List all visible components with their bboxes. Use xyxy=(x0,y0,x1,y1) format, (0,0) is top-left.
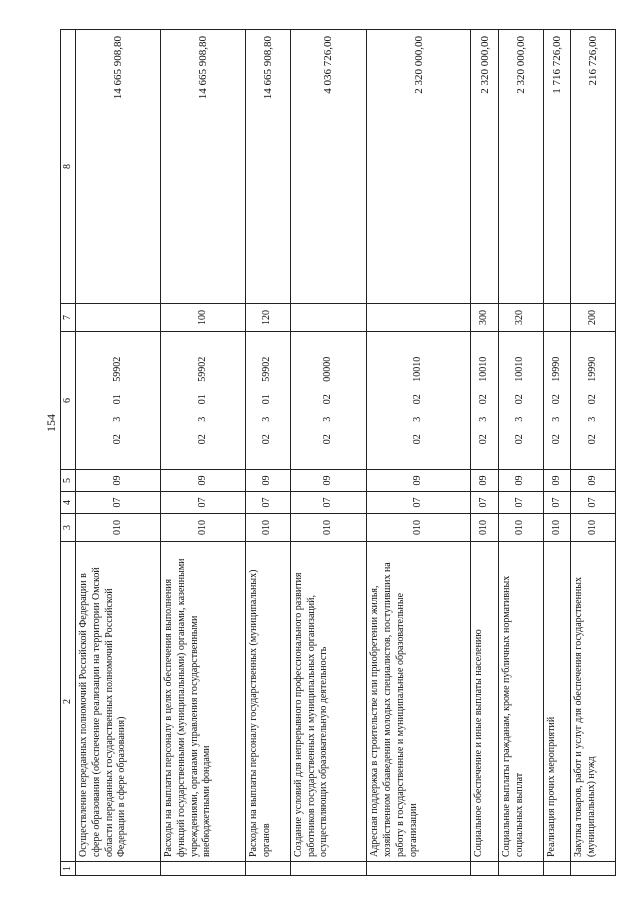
cell-target-code: 02 3 01 59902 xyxy=(76,332,161,470)
cell-num xyxy=(246,862,291,876)
table-row xyxy=(290,30,367,876)
cell-expense-type xyxy=(367,304,471,332)
cell-section: 07 xyxy=(571,492,616,514)
cell-expense-type: 300 xyxy=(471,304,499,332)
header-col-4: 4 xyxy=(61,492,76,514)
header-col-2: 2 xyxy=(61,542,76,862)
cell-amount: 1 716 726,00 xyxy=(543,30,571,304)
cell-admin: 010 xyxy=(543,514,571,542)
cell-amount: 2 320 000,00 xyxy=(367,30,471,304)
cell-subsection: 09 xyxy=(571,470,616,492)
cell-name: Расходы на выплаты персоналу в целях обеспечения выполнения функций государственными (муниципальными) органами, казенными учреждениями, органами управления государственными внебюджетными фондами xyxy=(161,542,246,862)
cell-subsection: 09 xyxy=(76,470,161,492)
cell-amount: 4 036 726,00 xyxy=(290,30,367,304)
cell-expense-type xyxy=(543,304,571,332)
cell-target-code: 02 3 02 00000 xyxy=(290,332,367,470)
cell-subsection: 09 xyxy=(499,470,544,492)
header-col-1: 1 xyxy=(61,862,76,876)
cell-section: 07 xyxy=(543,492,571,514)
cell-subsection: 09 xyxy=(471,470,499,492)
cell-expense-type: 320 xyxy=(499,304,544,332)
cell-section: 07 xyxy=(290,492,367,514)
cell-section: 07 xyxy=(471,492,499,514)
cell-name: Социальное обеспечение и иные выплаты населению xyxy=(471,542,499,862)
cell-amount: 14 665 908,80 xyxy=(76,30,161,304)
cell-target-code: 02 3 02 19990 xyxy=(571,332,616,470)
page-number: 154 xyxy=(44,414,58,432)
cell-num xyxy=(571,862,616,876)
cell-subsection: 09 xyxy=(543,470,571,492)
cell-num xyxy=(76,862,161,876)
cell-amount: 2 320 000,00 xyxy=(471,30,499,304)
cell-expense-type: 200 xyxy=(571,304,616,332)
cell-subsection: 09 xyxy=(246,470,291,492)
cell-expense-type: 100 xyxy=(161,304,246,332)
cell-admin: 010 xyxy=(471,514,499,542)
cell-num xyxy=(161,862,246,876)
cell-admin: 010 xyxy=(367,514,471,542)
header-row xyxy=(61,30,76,876)
cell-name: Закупка товаров, работ и услуг для обеспечения государственных (муниципальных) нужд xyxy=(571,542,616,862)
budget-table xyxy=(60,29,616,876)
table-row xyxy=(543,30,571,876)
cell-admin: 010 xyxy=(246,514,291,542)
table-row xyxy=(161,30,246,876)
cell-num xyxy=(543,862,571,876)
header-col-7: 7 xyxy=(61,304,76,332)
table-row xyxy=(246,30,291,876)
table-row xyxy=(367,30,471,876)
cell-target-code: 02 3 02 19990 xyxy=(543,332,571,470)
cell-name: Создание условий для непрерывного профессионального развития работников государственных и муниципальных организаций, осуществляющих образовательную деятельность xyxy=(290,542,367,862)
cell-target-code: 02 3 01 59902 xyxy=(161,332,246,470)
cell-num xyxy=(471,862,499,876)
cell-subsection: 09 xyxy=(161,470,246,492)
cell-admin: 010 xyxy=(290,514,367,542)
cell-admin: 010 xyxy=(161,514,246,542)
header-col-5: 5 xyxy=(61,470,76,492)
cell-num xyxy=(367,862,471,876)
table-row xyxy=(571,30,616,876)
cell-section: 07 xyxy=(76,492,161,514)
cell-section: 07 xyxy=(499,492,544,514)
cell-name: Осуществление переданных полномочий Российской Федерации в сфере образования (обеспечение реализации на территории Омской области переданных государственных полномочий Российской Федерации в сфере образования) xyxy=(76,542,161,862)
cell-num xyxy=(290,862,367,876)
cell-admin: 010 xyxy=(571,514,616,542)
cell-subsection: 09 xyxy=(290,470,367,492)
table-row xyxy=(76,30,161,876)
cell-subsection: 09 xyxy=(367,470,471,492)
cell-target-code: 02 3 01 59902 xyxy=(246,332,291,470)
table-row xyxy=(499,30,544,876)
cell-name: Социальные выплаты гражданам, кроме публичных нормативных социальных выплат xyxy=(499,542,544,862)
cell-target-code: 02 3 02 10010 xyxy=(367,332,471,470)
rotated-table-container xyxy=(60,30,616,876)
cell-expense-type xyxy=(76,304,161,332)
cell-admin: 010 xyxy=(76,514,161,542)
header-col-6: 6 xyxy=(61,332,76,470)
cell-target-code: 02 3 02 10010 xyxy=(471,332,499,470)
cell-name: Расходы на выплаты персоналу государственных (муниципальных) органов xyxy=(246,542,291,862)
cell-expense-type: 120 xyxy=(246,304,291,332)
cell-expense-type xyxy=(290,304,367,332)
cell-amount: 216 726,00 xyxy=(571,30,616,304)
cell-section: 07 xyxy=(246,492,291,514)
cell-num xyxy=(499,862,544,876)
table-row xyxy=(471,30,499,876)
header-col-3: 3 xyxy=(61,514,76,542)
cell-target-code: 02 3 02 10010 xyxy=(499,332,544,470)
cell-section: 07 xyxy=(161,492,246,514)
cell-name: Адресная поддержка в строительстве или приобретении жилья, хозяйственном обзаведении молодых специалистов, поступивших на работу в государственные и муниципальные образовательные организации xyxy=(367,542,471,862)
cell-section: 07 xyxy=(367,492,471,514)
cell-admin: 010 xyxy=(499,514,544,542)
cell-amount: 2 320 000,00 xyxy=(499,30,544,304)
cell-name: Реализация прочих мероприятий xyxy=(543,542,571,862)
cell-amount: 14 665 908,80 xyxy=(161,30,246,304)
cell-amount: 14 665 908,80 xyxy=(246,30,291,304)
header-col-8: 8 xyxy=(61,30,76,304)
